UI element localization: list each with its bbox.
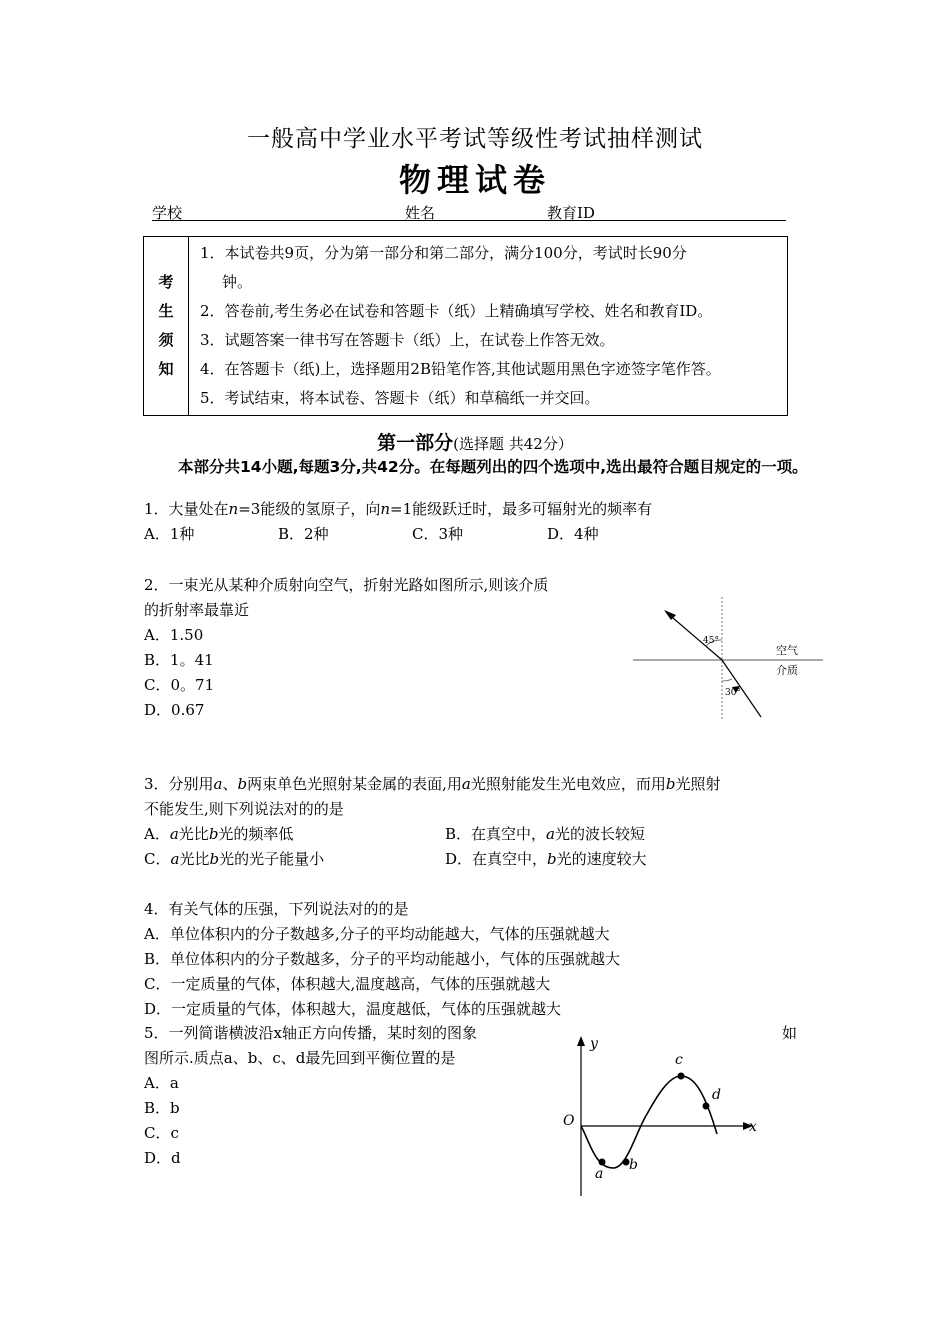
- y-axis-label: y: [590, 1036, 598, 1052]
- section-heading: [0, 428, 950, 455]
- q5-stem: 5．一列简谐横波沿x轴正方向传播，某时刻的图象: [144, 1024, 478, 1042]
- q2-option: D．0.67: [144, 701, 205, 719]
- wave-curve: [581, 1076, 717, 1168]
- q1-option: B．2种: [278, 525, 329, 543]
- q1-option: A．1种: [144, 525, 195, 543]
- notice-item-continued: 钟。: [222, 273, 253, 291]
- angle-arc-bottom: [722, 679, 732, 681]
- notice-item: 3．试题答案一律书写在答题卡（纸）上，在试卷上作答无效。: [200, 331, 615, 349]
- q2-stem: 2．一束光从某种介质射向空气，折射光路如图所示,则该介质: [144, 576, 549, 594]
- section-title: 第一部分: [377, 432, 454, 454]
- section-subtitle: (选择题 共42分）: [453, 435, 573, 453]
- notice-char: 生: [158, 302, 174, 320]
- q2-option: B．1。41: [144, 651, 214, 669]
- point-a: [599, 1159, 606, 1166]
- q3-stem: 3．分别用a、b两束单色光照射某金属的表面,用a光照射能发生光电效应，而用b光照射: [144, 775, 721, 793]
- q3-option-c: C．a光比b光的光子能量小: [144, 850, 325, 868]
- q2-stem-continued: 的折射率最靠近: [144, 601, 250, 619]
- angle-top-label: 45°: [703, 636, 719, 646]
- angle-bottom-label: 30°: [725, 688, 741, 698]
- q3-option-a: A．a光比b光的频率低: [144, 825, 294, 843]
- q2-option: A．1.50: [144, 626, 204, 644]
- q3-stem-continued: 不能发生,则下列说法对的的是: [144, 800, 344, 818]
- candidate-notice-box: [143, 236, 788, 416]
- q3-option-b: B．在真空中，a光的波长较短: [445, 825, 645, 843]
- q1-option: D．4种: [547, 525, 599, 543]
- y-axis-arrow-icon: [577, 1036, 585, 1046]
- notice-heading: [144, 237, 189, 415]
- q4-option: D．一定质量的气体，体积越大，温度越低，气体的压强就越大: [144, 1000, 562, 1018]
- section-intro: 本部分共14小题,每题3分,共42分。在每题列出的四个选项中,选出最符合题目规定的一项。: [178, 458, 808, 476]
- q5-stem-continued: 图所示.质点a、b、c、d最先回到平衡位置的是: [144, 1049, 456, 1067]
- q5-stem-tail: 如: [782, 1024, 798, 1042]
- origin-label: O: [563, 1113, 575, 1129]
- q5-option: D．d: [144, 1149, 181, 1167]
- notice-items: [200, 239, 780, 413]
- notice-char: 考: [158, 273, 174, 291]
- q4-stem: 4．有关气体的压强，下列说法对的的是: [144, 900, 409, 918]
- school-label: 学校: [152, 204, 183, 222]
- q1-option: C．3种: [412, 525, 464, 543]
- student-info-line: [152, 200, 786, 221]
- q5-option: B．b: [144, 1099, 180, 1117]
- air-label: 空气: [776, 644, 798, 657]
- q1-stem: 1．大量处在n=3能级的氢原子，向n=1能级跃迁时，最多可辐射光的频率有: [144, 500, 653, 518]
- notice-item: 1．本试卷共9页，分为第一部分和第二部分，满分100分，考试时长90分: [200, 244, 687, 262]
- q4-option: C．一定质量的气体，体积越大,温度越高，气体的压强就越大: [144, 975, 551, 993]
- notice-item: 2．答卷前,考生务必在试卷和答题卡（纸）上精确填写学校、姓名和教育ID。: [200, 302, 713, 320]
- exam-subtitle: 一般高中学业水平考试等级性考试抽样测试: [247, 126, 703, 152]
- x-axis-label: x: [749, 1119, 757, 1135]
- medium-label: 介质: [776, 664, 798, 677]
- q2-option: C．0。71: [144, 676, 215, 694]
- point-d-label: d: [712, 1087, 721, 1103]
- point-c: [678, 1073, 685, 1080]
- exam-title: 物理试卷: [398, 161, 551, 199]
- point-b-label: b: [629, 1157, 638, 1173]
- wave-graph: [555, 1030, 765, 1200]
- q4-option: A．单位体积内的分子数越多,分子的平均动能越大，气体的压强就越大: [144, 925, 610, 943]
- refraction-diagram: [628, 595, 828, 725]
- q3-option-d: D．在真空中，b光的速度较大: [445, 850, 647, 868]
- q4-option: B．单位体积内的分子数越多，分子的平均动能越小，气体的压强就越大: [144, 950, 621, 968]
- q5-option: A．a: [144, 1074, 179, 1092]
- point-d: [703, 1103, 710, 1110]
- name-label: 姓名: [405, 204, 436, 222]
- notice-item: 5．考试结束，将本试卷、答题卡（纸）和草稿纸一并交回。: [200, 389, 600, 407]
- id-label: 教育ID: [547, 204, 595, 222]
- notice-item: 4．在答题卡（纸)上，选择题用2B铅笔作答,其他试题用黑色字迹签字笔作答。: [200, 360, 721, 378]
- point-a-label: a: [595, 1166, 604, 1182]
- notice-char: 知: [158, 360, 174, 378]
- point-c-label: c: [675, 1052, 683, 1068]
- notice-char: 须: [158, 331, 174, 349]
- q5-option: C．c: [144, 1124, 179, 1142]
